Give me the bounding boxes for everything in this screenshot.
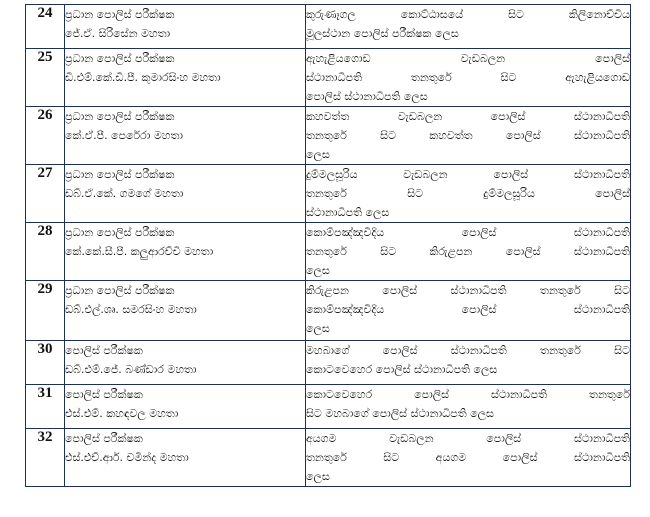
transfer-line: කිරුළපන පොලිස් ස්ථානාධිපති තනතුරේ සිට: [306, 284, 630, 297]
row-number: 28: [26, 223, 65, 281]
transfer-line: ලෙස: [306, 470, 330, 483]
transfer-line: ලෙස: [306, 322, 330, 335]
officer-cell: [65, 429, 306, 487]
table-row: [26, 165, 631, 223]
officer-cell: [65, 223, 306, 281]
officer-rank: පොලිස් පරීක්ෂක: [65, 344, 143, 357]
row-number: 25: [26, 49, 65, 107]
transfer-cell: [306, 49, 631, 107]
row-number: 29: [26, 281, 65, 341]
officer-cell: [65, 107, 306, 165]
transfer-line: තනතුරේ සිට අයගම පොලිස් ස්ථානාධිපති: [306, 451, 630, 464]
transfer-cell: [306, 107, 631, 165]
officer-name: කේ.ඒ.පී. පෙරේරා මහතා: [65, 129, 184, 142]
transfer-cell: [306, 5, 631, 49]
transfer-line: කොම්පඤ්ඤවීදිය පොලිස් ස්ථානාධිපති: [306, 226, 630, 239]
officer-name: එස්.එච්.ආර්. චමින්ද මහතා: [65, 451, 189, 464]
transfer-line: ස්ථානාධිපති තනතුරේ සිට ඇහැළියගොඩ: [306, 71, 630, 84]
transfer-cell: [306, 341, 631, 385]
officer-cell: [65, 341, 306, 385]
transfer-line: තනතුරේ සිට දුම්මලසූරිය පොලිස්: [306, 187, 630, 200]
table-row: [26, 49, 631, 107]
transfer-cell: [306, 223, 631, 281]
officer-rank: ප්‍රධාන පොලිස් පරීක්ෂක: [65, 52, 175, 65]
transfer-cell: [306, 281, 631, 341]
transfer-line: තනතුරේ සිට කහවත්ත පොලිස් ස්ථානාධිපති: [306, 129, 630, 142]
table-row: [26, 429, 631, 487]
transfer-line: කොටවෙහෙර පොලිස් ස්ථානාධිපති තනතුරේ: [306, 388, 630, 401]
transfer-line: අයගම වැඩබලන පොලිස් ස්ථානාධිපති: [306, 432, 630, 445]
transfer-table: [25, 4, 631, 487]
table-row: [26, 281, 631, 341]
row-number: 26: [26, 107, 65, 165]
transfer-cell: [306, 385, 631, 429]
table-row: [26, 107, 631, 165]
transfer-table-body: [26, 5, 631, 487]
officer-rank: ප්‍රධාන පොලිස් පරීක්ෂක: [65, 8, 175, 21]
officer-cell: [65, 49, 306, 107]
row-number: 32: [26, 429, 65, 487]
transfer-line: කොම්පඤ්ඤවීදිය පොලිස් ස්ථානාධිපති: [306, 303, 630, 316]
transfer-line: මහබාගේ පොලිස් ස්ථානාධිපති තනතුරේ සිට: [306, 344, 630, 357]
table-row: [26, 5, 631, 49]
row-number: 30: [26, 341, 65, 385]
officer-rank: ප්‍රධාන පොලිස් පරීක්ෂක: [65, 226, 175, 239]
officer-name: ඩබ්.ඒ.කේ. ගමගේ මහතා: [65, 187, 184, 200]
transfer-line: කහවත්ත වැඩබලන පොලිස් ස්ථානාධිපති: [306, 110, 630, 123]
table-row: [26, 385, 631, 429]
officer-cell: [65, 5, 306, 49]
table-row: [26, 341, 631, 385]
officer-name: ජේ.ඒ. සිරිසේන මහතා: [65, 27, 171, 40]
officer-cell: [65, 385, 306, 429]
officer-cell: [65, 165, 306, 223]
officer-rank: ප්‍රධාන පොලිස් පරීක්ෂක: [65, 168, 175, 181]
officer-rank: ප්‍රධාන පොලිස් පරීක්ෂක: [65, 284, 175, 297]
transfer-line: ඇහැළියගොඩ වැඩබලන පොලිස්: [306, 52, 630, 65]
row-number: 24: [26, 5, 65, 49]
transfer-line: දුම්මලසූරිය වැඩබලන පොලිස් ස්ථානාධිපති: [306, 168, 630, 181]
officer-name: ඩබ්.එල්.ශ්‍රු. සමරසිංහ මහතා: [65, 303, 197, 316]
transfer-cell: [306, 429, 631, 487]
transfer-line: ස්ථානාධිපති ලෙස: [306, 206, 390, 219]
transfer-line: ලෙස: [306, 148, 330, 161]
row-number: 27: [26, 165, 65, 223]
transfer-cell: [306, 165, 631, 223]
transfer-line: මූලස්ථාන පොලිස් පරීක්ෂක ලෙස: [306, 27, 459, 40]
officer-name: ඩී.එම්.කේ.ඩී.පී. කුමාරසිංහ මහතා: [65, 71, 221, 84]
officer-rank: පොලිස් පරීක්ෂක: [65, 388, 143, 401]
transfer-line: කොටවෙහෙර පොලිස් ස්ථානාධිපති ලෙස: [306, 363, 498, 376]
transfer-line: සිට මහබාගේ පොලිස් ස්ථානාධිපති ලෙස: [306, 407, 494, 420]
officer-name: ඩබ්.එම්.ජේ. බණ්ඩාර මහතා: [65, 363, 197, 376]
officer-name: එස්.එම්. කහඳවල මහතා: [65, 407, 179, 420]
transfer-line: තනතුරේ සිට කිරුළපන පොලිස් ස්ථානාධිපති: [306, 245, 630, 258]
officer-rank: ප්‍රධාන පොලිස් පරීක්ෂක: [65, 110, 175, 123]
officer-name: කේ.කේ.සී.පී. කලුආරච්චි මහතා: [65, 245, 214, 258]
transfer-line: කුරුණෑගල කොට්ඨාසයේ සිට කිලිනොච්චිය: [306, 8, 630, 21]
transfer-line: පොලිස් ස්ථානාධිපති ලෙස: [306, 90, 428, 103]
officer-cell: [65, 281, 306, 341]
transfer-line: ලෙස: [306, 264, 330, 277]
table-row: [26, 223, 631, 281]
officer-rank: පොලිස් පරීක්ෂක: [65, 432, 143, 445]
row-number: 31: [26, 385, 65, 429]
